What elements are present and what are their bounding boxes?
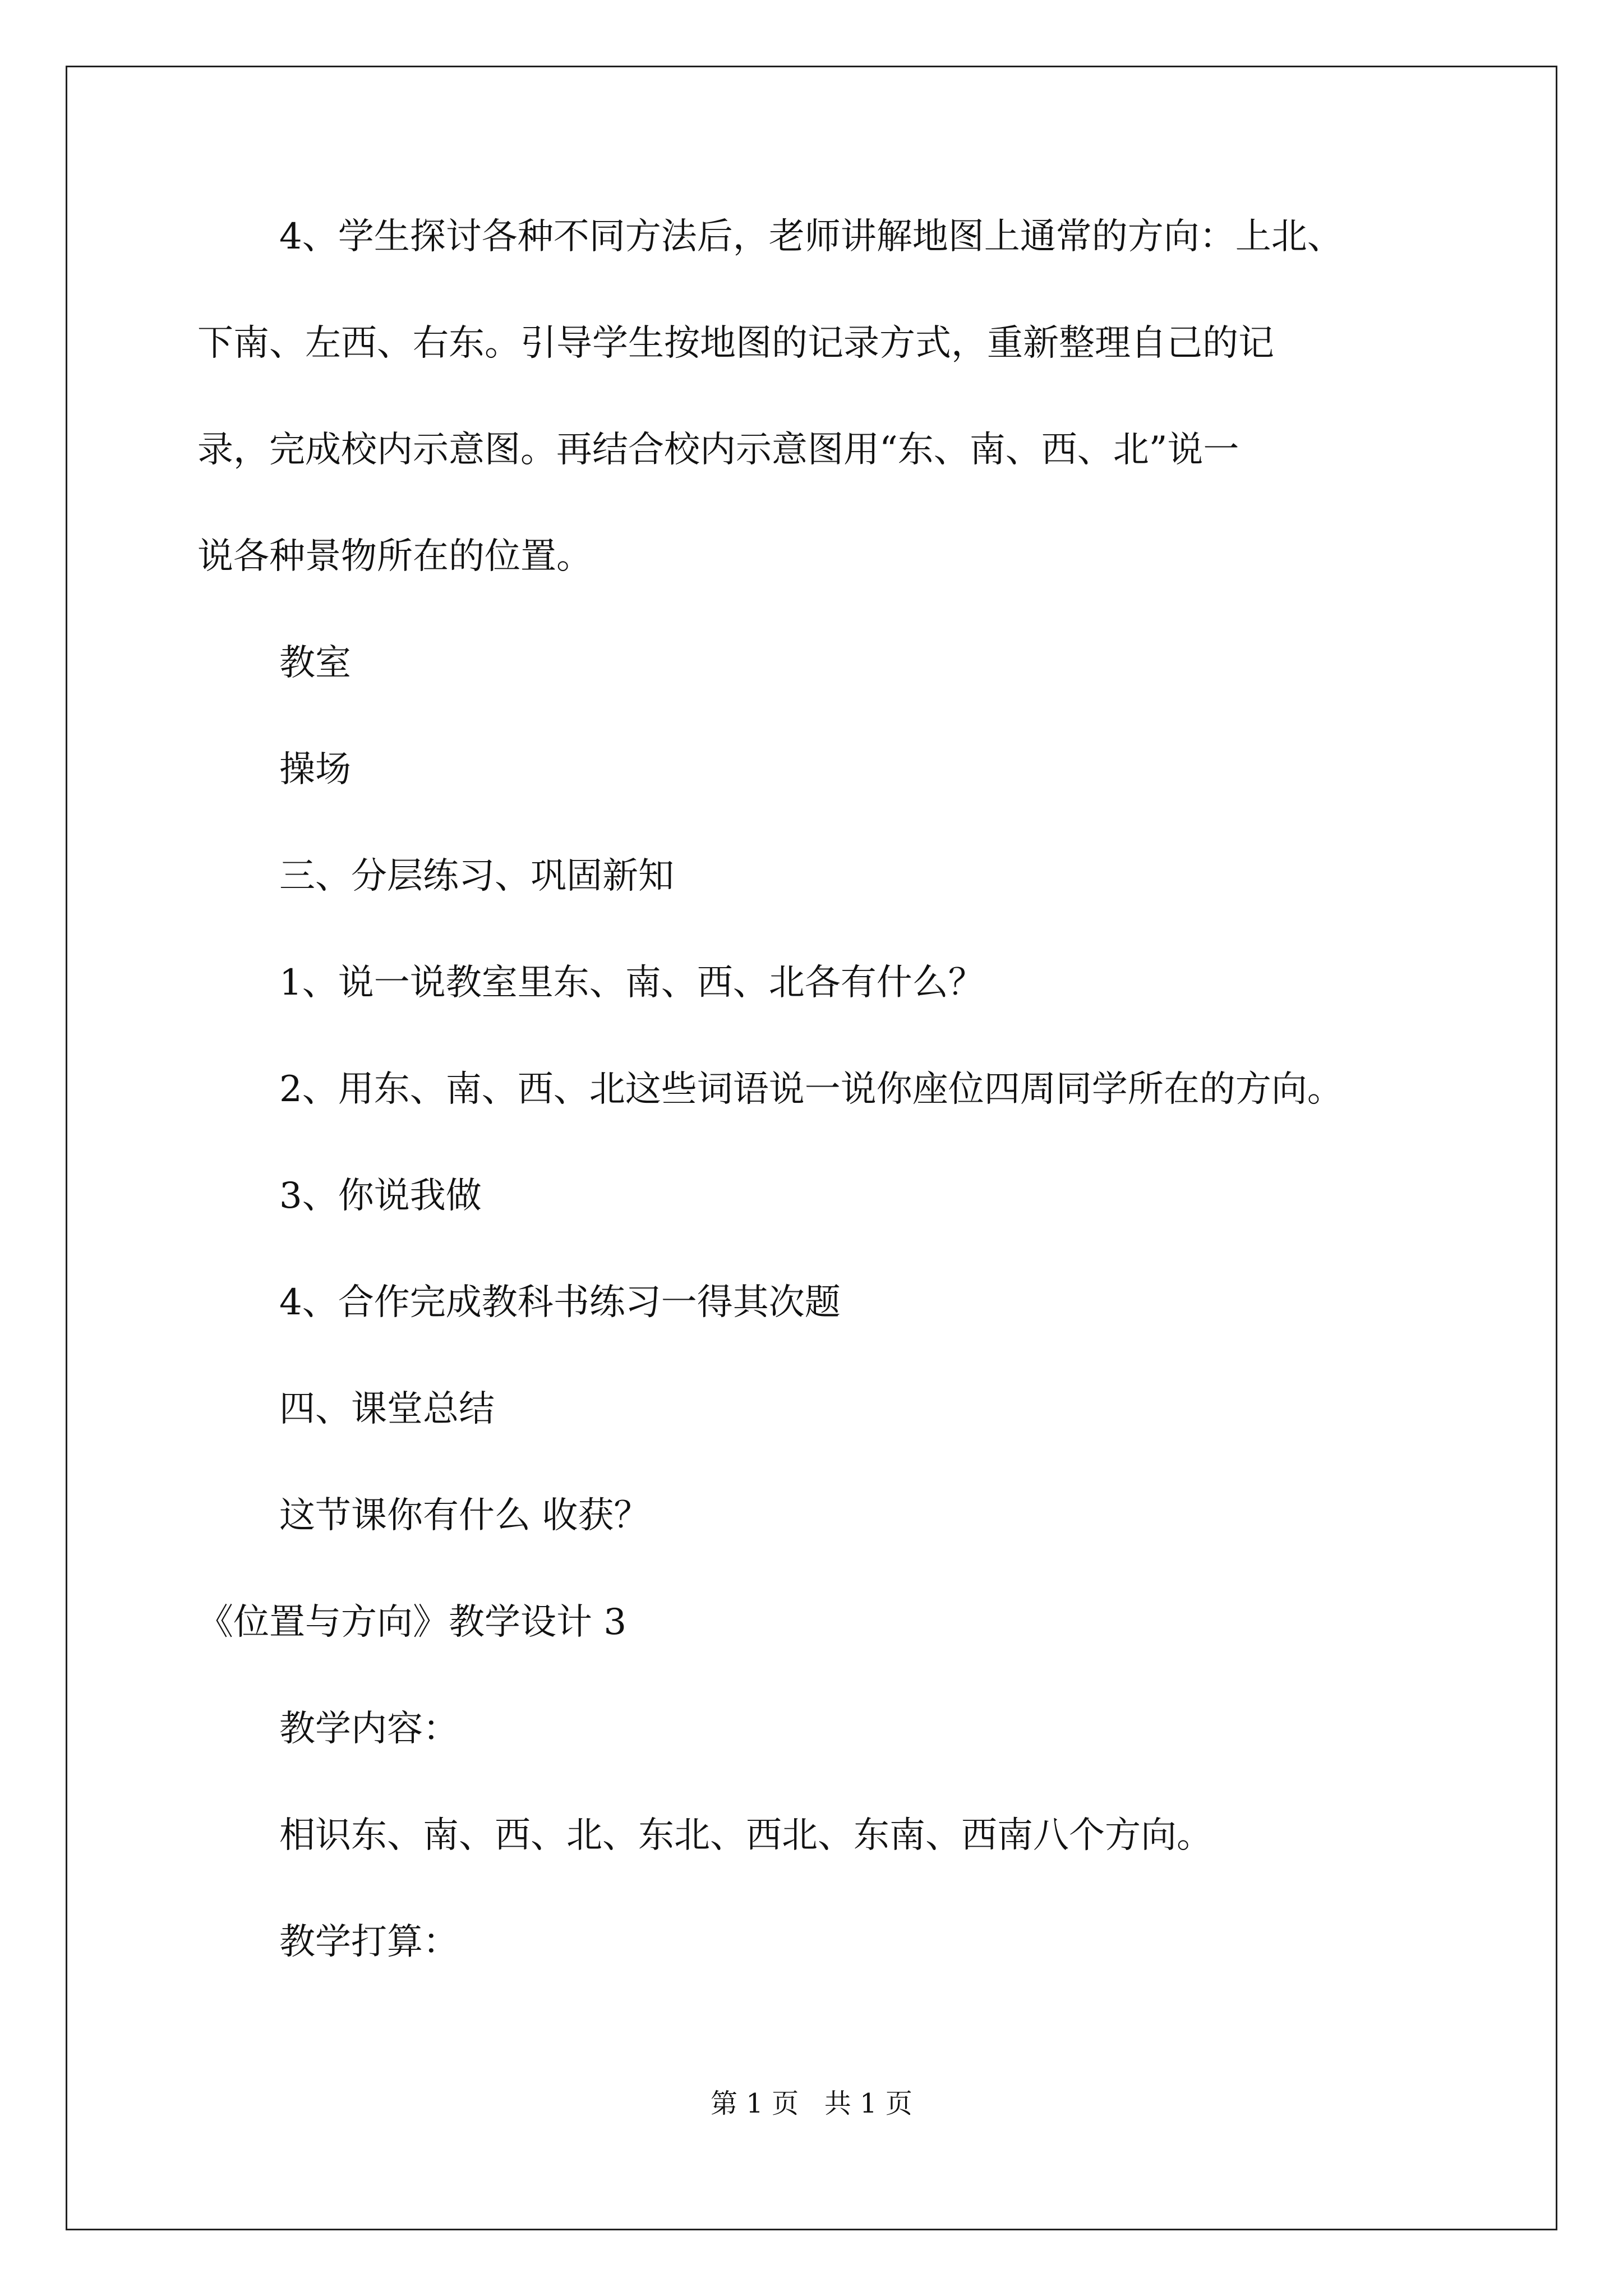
text-line: 4、学生探讨各种不同方法后，老师讲解地图上通常的方向：上北、 (279, 216, 1343, 257)
text-line: 四、课堂总结 (279, 1388, 495, 1430)
text-line: 操场 (279, 749, 351, 790)
page-border (66, 66, 1557, 2230)
text-line: 这节课你有什么 收获？ (279, 1495, 650, 1536)
text-line: 相识东、南、西、北、东北、西北、东南、西南八个方向。 (279, 1815, 1212, 1856)
text-line: 教室 (279, 642, 351, 684)
text-line: 说各种景物所在的位置。 (197, 536, 592, 577)
text-line: 3、你说我做 (279, 1175, 482, 1217)
page-footer: 第 1 页 共 1 页 (711, 2088, 912, 2119)
text-line: 2、用东、南、西、北这些词语说一说你座位四周同学所在的方向。 (279, 1069, 1343, 1110)
text-line: 下南、左西、右东。引导学生按地图的记录方式，重新整理自己的记 (197, 323, 1274, 364)
text-line: 三、分层练习、巩固新知 (279, 855, 674, 897)
text-line: 《位置与方向》教学设计 3 (197, 1602, 627, 1643)
text-line: 教学打算： (279, 1921, 459, 1963)
text-line: 录，完成校内示意图。再结合校内示意图用“东、南、西、北”说一 (197, 429, 1239, 471)
text-line: 教学内容： (279, 1708, 459, 1750)
text-line: 1、说一说教室里东、南、西、北各有什么？ (279, 962, 984, 1004)
text-line: 4、合作完成教科书练习一得其次题 (279, 1282, 841, 1323)
